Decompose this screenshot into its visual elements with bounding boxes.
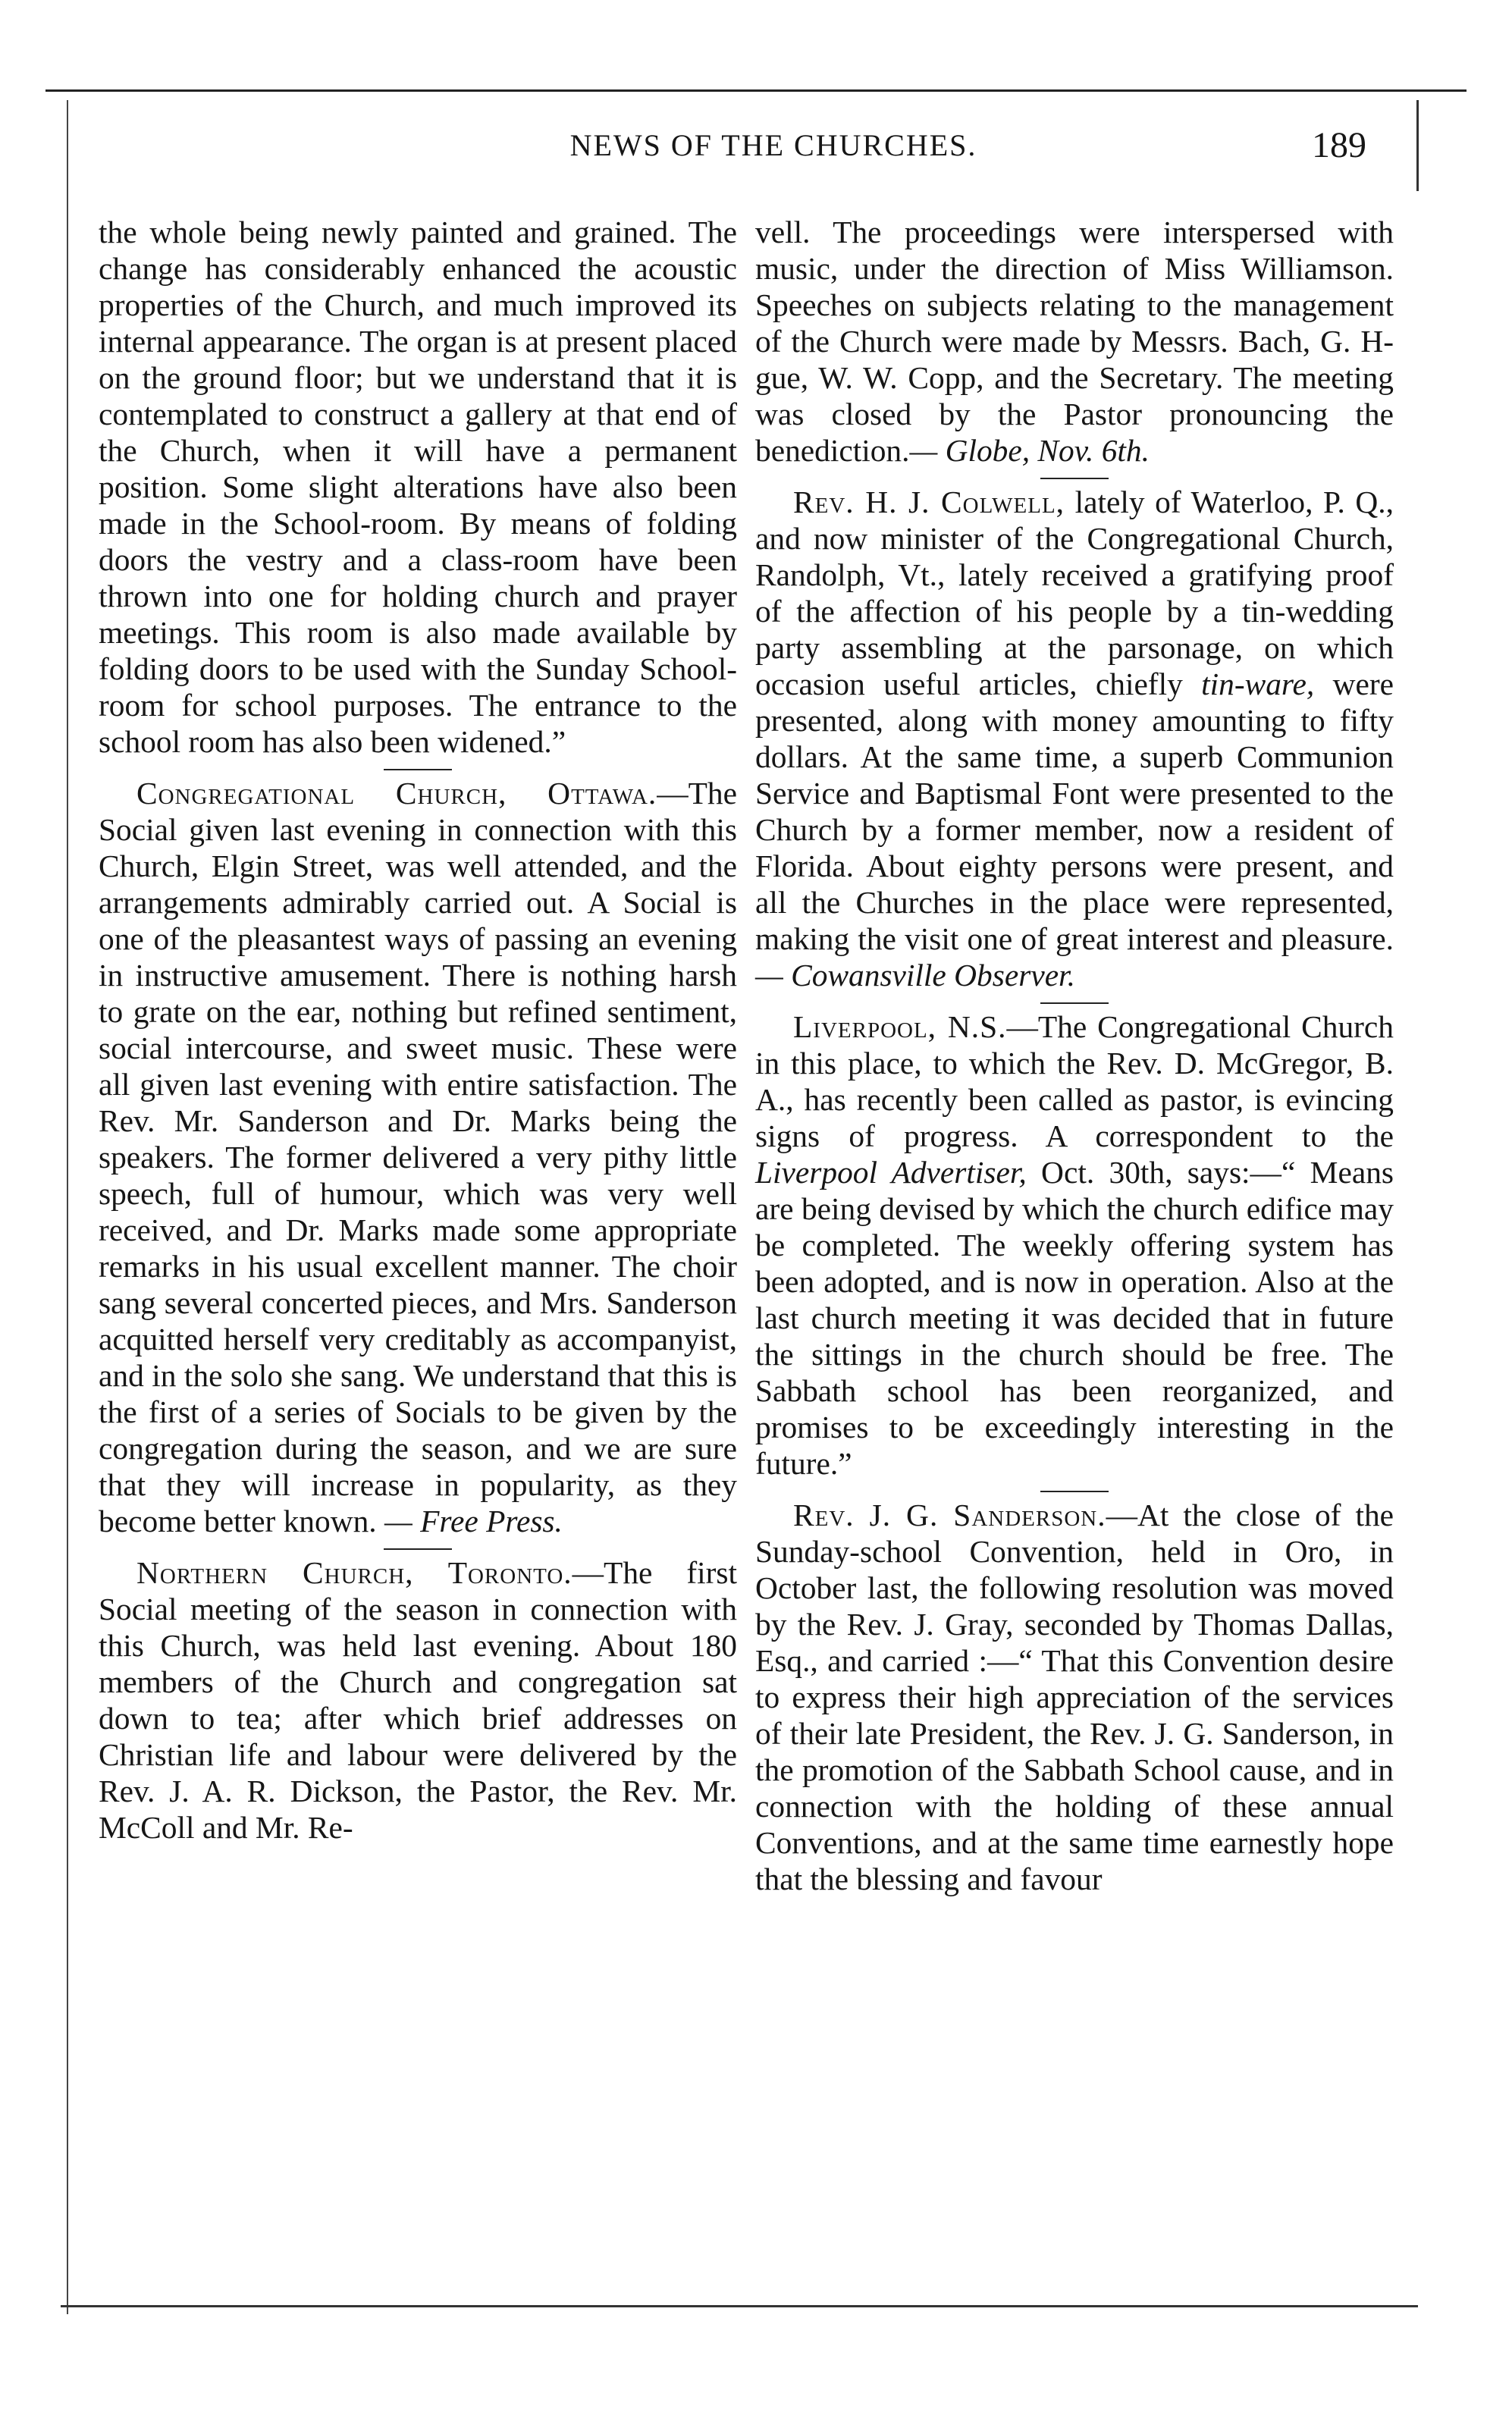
northern-continuation — [755, 214, 1394, 469]
left-border-rule — [67, 100, 68, 2314]
colwell-article — [755, 484, 1394, 993]
colwell-heading: Rev. H. J. Colwell, — [793, 485, 1065, 519]
ottawa-body: —The Social given last evening in connection with this Church, Elgin Street, was well attended, and the arrangements admirably carried out. A Social is one of the pleasantest ways of passing an evening in instructive amusement. There is nothing harsh to grate on the ear, nothing but refined sentiment, social intercourse, and sweet music. These were all given last evening with entire satisfaction. The Rev. Mr. Sanderson and Dr. Marks being the speakers. The former delivered a very pithy little speech, full of humour, which was very well received, and Dr. Marks made some appropriate remarks in his usual excellent manner. The choir sang several concerted pieces, and Mrs. Sanderson acquitted herself very creditably as accompanyist, and in the solo she sang. We understand that this is the first of a series of Socials to be given by the congregation during the season, and we are sure that they will increase in popularity, as they become better known. — [99, 776, 737, 1538]
colwell-italic: tin-ware, — [1201, 667, 1315, 701]
sanderson-article — [755, 1497, 1394, 1897]
colwell-body-2: were presented, along with money amounting to fifty dollars. At the same time, a superb Communion Service and Baptismal Font were presented to the Church by a former member, now a resident of Florida. About eighty persons were present, and all the Churches in the place were represented, making the visit one of great interest and pleasure. — [755, 667, 1394, 956]
sanderson-heading: Rev. J. G. Sanderson. — [793, 1498, 1106, 1532]
running-title: NEWS OF THE CHURCHES. — [569, 128, 977, 162]
northern-source: — Globe, Nov. 6th. — [909, 433, 1150, 468]
top-border-rule — [45, 89, 1467, 92]
section-divider — [1040, 1002, 1109, 1004]
ottawa-source: — Free Press. — [384, 1504, 563, 1538]
colwell-body: lately of Waterloo, P. Q., and now minister of the Congregational Church, Randolph, Vt., lately received a gratifying proof of the affection of his people by a tin-wedding party assembling at the parsonage, on which occasion useful articles, chiefly — [755, 485, 1394, 701]
liverpool-body: —The Congregational Church in this place, to which the Rev. D. McGregor, B. A., has recently been called as pastor, is evincing signs of progress. A correspondent to the — [755, 1009, 1394, 1153]
section-divider — [384, 1548, 452, 1550]
northern-continuation-text: vell. The proceedings were interspersed with music, under the direction of Miss Williamson. Speeches on subjects relating to the management of the Church were made by Messrs. Bach, G. H-gue, W. W. Copp, and the Secretary. The meeting was closed by the Pastor pronouncing the benediction. — [755, 215, 1394, 468]
intro-continuation: the whole being newly painted and grained. The change has considerably enhanced the acoustic properties of the Church, and much improved its internal appearance. The organ is at present placed on the ground floor; but we understand that it is contemplated to construct a gallery at that end of the Church, when it will have a permanent position. Some slight alterations have also been made in the School-room. By means of folding doors the vestry and a class-room have been thrown into one for holding church and prayer meetings. This room is also made available by folding doors to be used with the Sunday School-room for school purposes. The entrance to the school room has also been widened.” — [99, 215, 737, 759]
bottom-border-rule — [61, 2305, 1418, 2307]
section-divider — [1040, 1491, 1109, 1492]
section-divider — [384, 769, 452, 770]
colwell-source: — Cowansville Observer. — [755, 958, 1075, 993]
northern-article — [99, 1554, 737, 1846]
liverpool-italic: Liverpool Advertiser, — [755, 1155, 1027, 1190]
northern-body: —The first Social meeting of the season in connection with this Church, was held last evening. About 180 members of the Church and congregation sat down to tea; after which brief addresses on Christian life and labour were delivered by the Rev. J. A. R. Dickson, the Pastor, the Rev. Mr. McColl and Mr. Re- — [99, 1555, 737, 1845]
sanderson-body: —At the close of the Sunday-school Convention, held in Oro, in October last, the following resolution was moved by the Rev. J. Gray, seconded by Thomas Dallas, Esq., and carried :—“ That this Convention desire to express their high appreciation of the services of their late President, the Rev. J. G. Sanderson, in the promotion of the Sabbath School cause, and in connection with the holding of these annual Conventions, and at the same time earnestly hope that the blessing and favour — [755, 1498, 1394, 1896]
page-number: 189 — [1312, 125, 1366, 165]
section-divider — [1040, 478, 1109, 479]
ottawa-article — [99, 775, 737, 1539]
liverpool-body-2: Oct. 30th, says:—“ Means are being devised by which the church edifice may be completed. The weekly offering system has been adopted, and is now in operation. Also at the last church meeting it was decided that in future the sittings in the church should be free. The Sabbath school has been reorganized, and promises to be exceedingly interesting in the future.” — [755, 1155, 1394, 1481]
right-column — [755, 214, 1394, 1897]
right-border-rule — [1416, 100, 1419, 191]
liverpool-article — [755, 1008, 1394, 1482]
ottawa-heading: Congregational Church, Ottawa. — [136, 776, 657, 811]
left-column — [99, 214, 737, 1846]
liverpool-heading: Liverpool, N.S. — [793, 1009, 1007, 1044]
northern-heading: Northern Church, Toronto. — [136, 1555, 572, 1590]
